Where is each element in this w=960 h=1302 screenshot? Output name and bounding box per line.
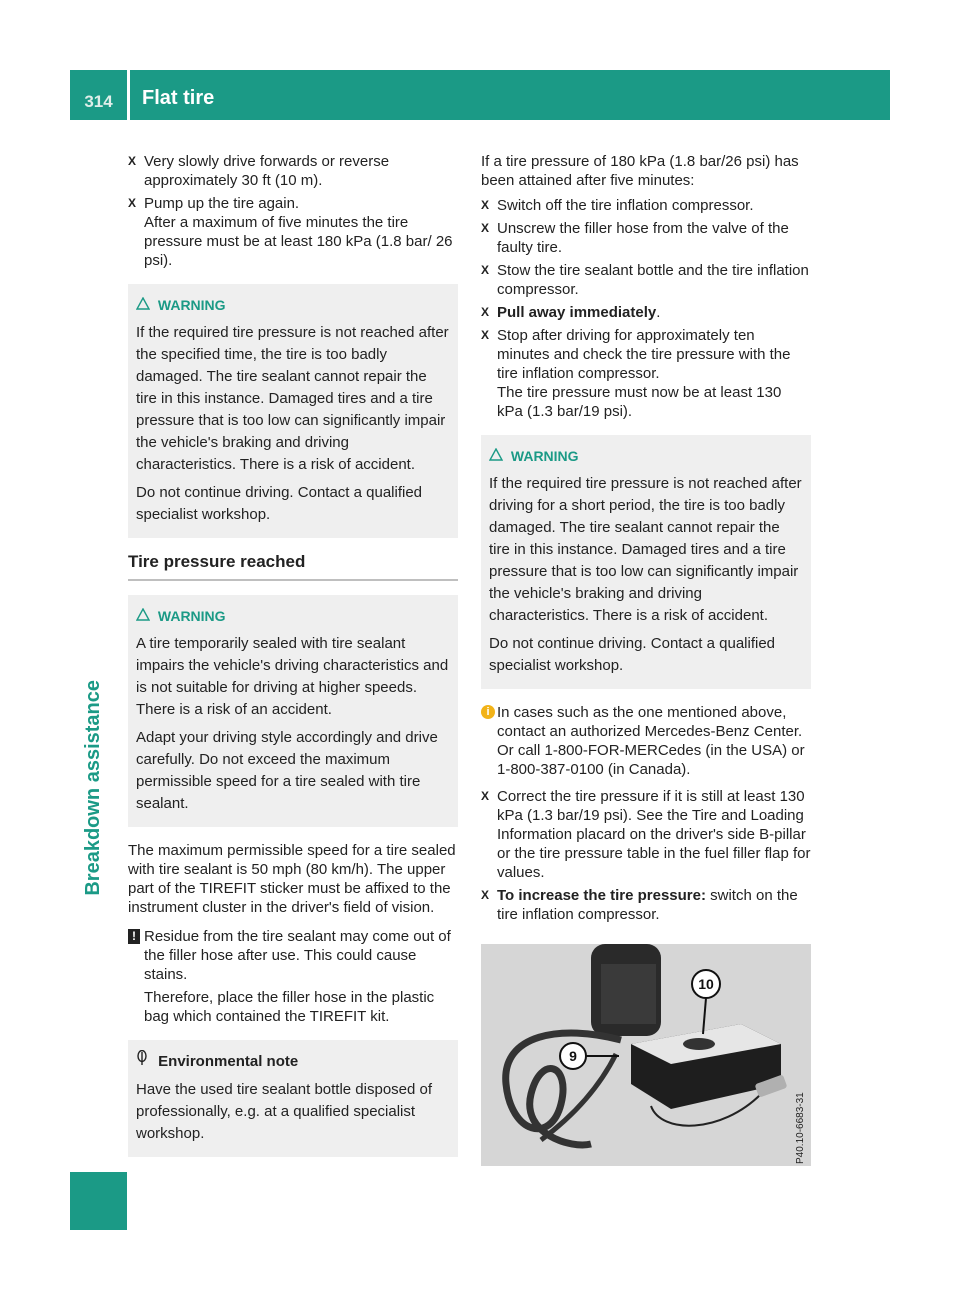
callout-9-label: 9: [569, 1048, 577, 1064]
info-item: [481, 703, 811, 779]
environmental-note-box: [128, 1040, 458, 1157]
step-bold-text: To increase the tire pressure:: [497, 887, 706, 904]
step-text: Very slowly drive forwards or reverse approximately 30 ft (10 m).: [144, 153, 390, 189]
step-text-rest: switch on the tire inflation compressor.: [497, 887, 798, 923]
step-arrow-icon: X: [481, 328, 490, 342]
header-separator: [127, 70, 130, 120]
warning-text: Do not continue driving. Contact a qualified specialist workshop.: [136, 484, 423, 523]
tirefit-kit-illustration: [481, 944, 811, 1166]
step-text: Pull away immediately.: [497, 304, 661, 321]
step: [481, 886, 811, 924]
notice-text: Therefore, place the filler hose in the plastic bag which contained the TIREFIT kit.: [144, 989, 435, 1025]
step-text: Switch off the tire inflation compressor.: [497, 197, 754, 214]
notice-text: Residue from the tire sealant may come out of the filler hose after use. This could cause stains.: [144, 928, 451, 983]
step-text: Pump up the tire again.: [144, 195, 300, 212]
step-text: Correct the tire pressure if it is still at least 130 kPa (1.3 bar/19 psi). See the Tire and Loading Information placard on the driver's side B-pillar or the tire pressure table in the fuel filler flap for values.: [497, 788, 811, 881]
environmental-note-title: Environmental note: [158, 1053, 299, 1070]
warning-label: WARNING: [510, 448, 579, 464]
side-section-text: Breakdown assistance: [82, 680, 104, 896]
figure-code: P40.10-6683-31: [795, 1092, 806, 1164]
step-arrow-icon: X: [481, 221, 490, 235]
warning-box: [128, 284, 458, 538]
environmental-note-header: [136, 1050, 450, 1073]
step: [481, 196, 811, 215]
step-text: Stop after driving for approximately ten minutes and check the tire pressure with the tire inflation compressor.: [497, 327, 791, 382]
warning-triangle-icon: [136, 294, 154, 316]
body-text: The maximum permissible speed for a tire sealed with tire sealant is 50 mph (80 km/h). The upper part of the TIREFIT sticker must be affixed to the instrument cluster in the driver's field of vision.: [128, 842, 456, 916]
warning-header: [136, 605, 450, 627]
step: [481, 326, 811, 421]
warning-label: WARNING: [157, 297, 226, 313]
page-number-box: [70, 70, 127, 120]
step-arrow-icon: X: [481, 888, 490, 902]
section-title: Tire pressure reached: [128, 552, 458, 581]
step-arrow-icon: X: [481, 789, 490, 803]
step-detail: After a maximum of five minutes the tire pressure must be at least 180 kPa (1.8 bar/ 26 psi).: [144, 214, 453, 269]
notice-item: [128, 927, 458, 1026]
step-arrow-icon: X: [481, 305, 490, 319]
step: [128, 152, 458, 190]
warning-box: [128, 595, 458, 827]
step: [481, 219, 811, 257]
step-bold-text: Pull away immediately: [497, 304, 657, 321]
step-arrow-icon: X: [128, 154, 137, 168]
warning-header: [489, 445, 803, 467]
step-detail: The tire pressure must now be at least 130 kPa (1.3 bar/19 psi).: [497, 384, 782, 420]
step-text: Unscrew the filler hose from the valve of the faulty tire.: [497, 220, 789, 256]
environmental-note-text: Have the used tire sealant bottle disposed of professionally, e.g. at a qualified specialist workshop.: [136, 1081, 433, 1142]
warning-triangle-icon: [136, 605, 154, 627]
right-column: [481, 152, 811, 1166]
step: [481, 303, 811, 322]
warning-text: Do not continue driving. Contact a qualified specialist workshop.: [489, 635, 776, 674]
page-title: Flat tire: [142, 87, 215, 109]
warning-text: Adapt your driving style accordingly and drive carefully. Do not exceed the maximum permissible speed for a tire sealed with tire sealant.: [136, 729, 438, 812]
warning-text: A tire temporarily sealed with tire sealant impairs the vehicle's driving characteristics and is not suitable for driving at higher speeds. There is a risk of an accident.: [136, 635, 449, 718]
page-number: 314: [84, 92, 113, 111]
warning-header: [136, 294, 450, 316]
info-text: In cases such as the one mentioned above, contact an authorized Mercedes-Benz Center. Or call 1-800-FOR-MERCedes (in the USA) or 1-800-387-0100 (in Canada).: [497, 704, 805, 778]
step-arrow-icon: X: [128, 196, 137, 210]
side-tab: [70, 1172, 127, 1230]
leaf-icon: [136, 1050, 154, 1073]
step: [128, 194, 458, 270]
info-icon: i: [481, 705, 495, 719]
tirefit-kit-drawing: [481, 944, 811, 1166]
warning-text: If the required tire pressure is not reached after the specified time, the tire is too badly damaged. The tire sealant cannot repair the tire in this instance. Damaged tires and a tire pressure that is too low can significantly impair the vehicle's braking and driving characteristics. There is a risk of accident.: [136, 324, 449, 473]
intro-text: If a tire pressure of 180 kPa (1.8 bar/26 psi) has been attained after five minutes:: [481, 153, 799, 189]
step: [481, 787, 811, 882]
exclamation-icon: !: [128, 929, 140, 944]
step: [481, 261, 811, 299]
warning-triangle-icon: [489, 445, 507, 467]
warning-box: [481, 435, 811, 689]
side-section-label: [82, 640, 124, 896]
step-arrow-icon: X: [481, 263, 490, 277]
step-text: Stow the tire sealant bottle and the tire inflation compressor.: [497, 262, 809, 298]
left-column: [128, 152, 458, 1171]
warning-label: WARNING: [157, 608, 226, 624]
callout-10-label: 10: [698, 976, 714, 992]
warning-text: If the required tire pressure is not reached after driving for a short period, the tire is too badly damaged. The tire sealant cannot repair the tire in this instance. Damaged tires and a tire pressure that is too low can significantly impair the vehicle's braking and driving characteristics. There is a risk of accident.: [489, 475, 802, 624]
step-arrow-icon: X: [481, 198, 490, 212]
step-text: [497, 886, 811, 924]
